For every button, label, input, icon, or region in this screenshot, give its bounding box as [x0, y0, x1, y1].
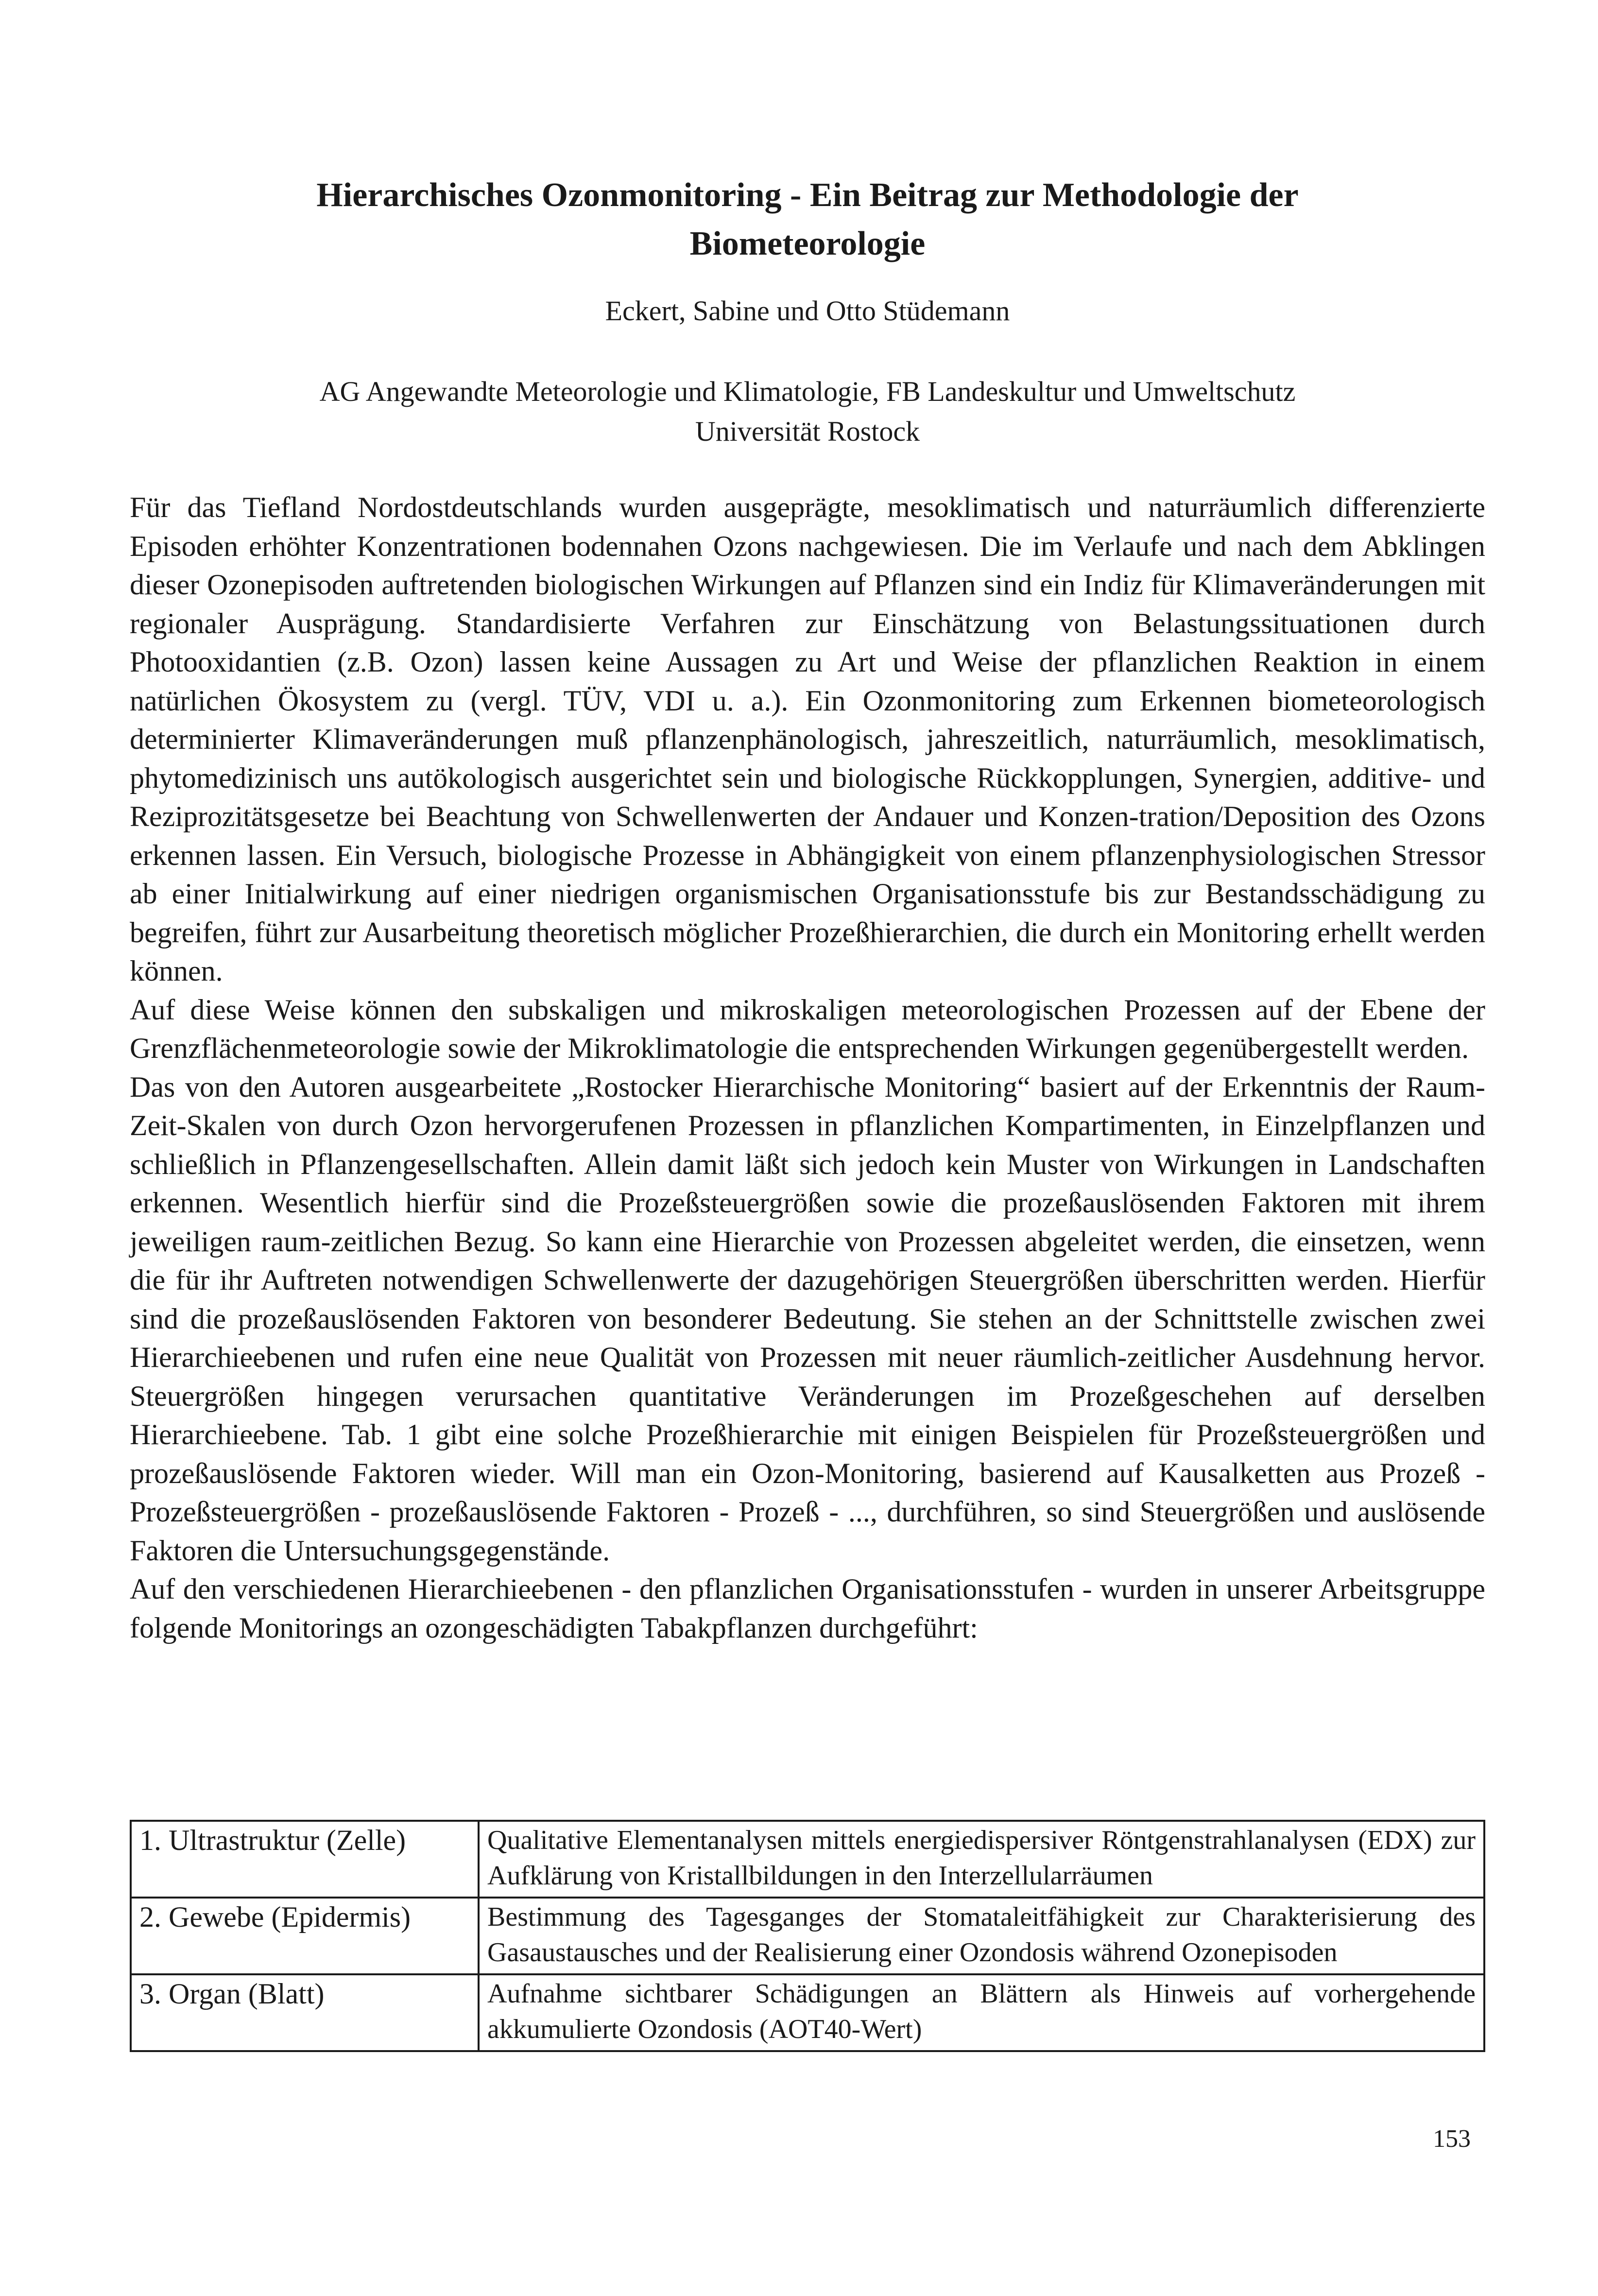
table-cell-description: Qualitative Elementanalysen mittels energiedispersiver Röntgenstrahlanalysen (EDX) zur Aufklärung von Kristallbildungen in den Interzellularräumen	[479, 1821, 1484, 1898]
table-cell-description: Bestimmung des Tagesganges der Stomataleitfähigkeit zur Charakterisierung des Gasaustausches und der Realisierung einer Ozondosis während Ozonepisoden	[479, 1898, 1484, 1974]
table	[130, 1820, 1485, 2052]
paragraph-2: Auf diese Weise können den subskaligen und mikroskaligen meteorologischen Prozessen auf der Ebene der Grenzflächenmeteorologie sowie der Mikroklimatologie die entsprechenden Wirkungen gegenübergestellt werden.	[130, 993, 1485, 1064]
affiliation	[130, 372, 1485, 451]
paper-title	[130, 171, 1485, 268]
page-number: 153	[1433, 2125, 1471, 2153]
table-row	[131, 1821, 1484, 1898]
body-text	[130, 488, 1485, 1647]
affiliation-line-2: Universität Rostock	[695, 415, 920, 447]
table-row	[131, 1898, 1484, 1974]
table-cell-level: 1. Ultrastruktur (Zelle)	[131, 1821, 479, 1898]
affiliation-line-1: AG Angewandte Meteorologie und Klimatologie, FB Landeskultur und Umweltschutz	[319, 376, 1296, 407]
authors: Eckert, Sabine und Otto Stüdemann	[605, 295, 1010, 327]
paragraph-3: Das von den Autoren ausgearbeitete „Rostocker Hierarchische Monitoring“ basiert auf der Erkenntnis der Raum-Zeit-Skalen von durch Ozon hervorgerufenen Prozessen in pflanzlichen Kompartimenten, in Einzelpflanzen und schließlich in Pflanzengesellschaften. Allein damit läßt sich jedoch kein Muster von Wirkungen in Landschaften erkennen. Wesentlich hierfür sind die Prozeßsteuergrößen sowie die prozeßauslösenden Faktoren mit ihrem jeweiligen raum-zeitlichen Bezug. So kann eine Hierarchie von Prozessen abgeleitet werden, die einsetzen, wenn die für ihr Auftreten notwendigen Schwellenwerte der dazugehörigen Steuergrößen überschritten werden. Hierfür sind die prozeßauslösenden Faktoren von besonderer Bedeutung. Sie stehen an der Schnittstelle zwischen zwei Hierarchieebenen und rufen eine neue Qualität von Prozessen mit neuer räumlich-zeitlicher Ausdehnung hervor. Steuergrößen hingegen verursachen quantitative Veränderungen im Prozeßgeschehen auf derselben Hierarchieebene. Tab. 1 gibt eine solche Prozeßhierarchie mit einigen Beispielen für Prozeßsteuergrößen und prozeßauslösende Faktoren wieder. Will man ein Ozon-Monitoring, basierend auf Kausalketten aus Prozeß - Prozeßsteuergrößen - prozeßauslösende Faktoren - Prozeß - ..., durchführen, so sind Steuergrößen und auslösende Faktoren die Untersuchungsgegenstände.	[130, 1070, 1485, 1567]
table-cell-level: 2. Gewebe (Epidermis)	[131, 1898, 479, 1974]
paragraph-1: Für das Tiefland Nordostdeutschlands wurden ausgeprägte, mesoklimatisch und naturräumlich differenzierte Episoden erhöhter Konzentrationen bodennahen Ozons nachgewiesen. Die im Verlaufe und nach dem Abklingen dieser Ozonepisoden auftretenden biologischen Wirkungen auf Pflanzen sind ein Indiz für Klimaveränderungen mit regionaler Ausprägung. Standardisierte Verfahren zur Einschätzung von Belastungssituationen durch Photooxidantien (z.B. Ozon) lassen keine Aussagen zu Art und Weise der pflanzlichen Reaktion in einem natürlichen Ökosystem zu (vergl. TÜV, VDI u. a.). Ein Ozonmonitoring zum Erkennen biometeorologisch determinierter Klimaveränderungen muß pflanzenphänologisch, jahreszeitlich, naturräumlich, mesoklimatisch, phytomedizinisch uns autökologisch ausgerichtet sein und biologische Rückkopplungen, Synergien, additive- und Reziprozitätsgesetze bei Beachtung von Schwellenwerten der Andauer und Konzen-tration/Deposition des Ozons erkennen lassen. Ein Versuch, biologische Prozesse in Abhängigkeit von einem pflanzenphysiologischen Stressor ab einer Initialwirkung auf einer niedrigen organismischen Organisationsstufe bis zur Bestandsschädigung zu begreifen, führt zur Ausarbeitung theoretisch möglicher Prozeßhierarchien, die durch ein Monitoring erhellt werden können.	[130, 491, 1485, 987]
table-row	[131, 1974, 1484, 2051]
paper-page	[130, 0, 1485, 2296]
monitoring-table	[130, 1820, 1485, 2052]
table-cell-level: 3. Organ (Blatt)	[131, 1974, 479, 2051]
title-line-2: Biometeorologie	[689, 225, 926, 262]
paragraph-4: Auf den verschiedenen Hierarchieebenen - den pflanzlichen Organisationsstufen - wurden in unserer Arbeitsgruppe folgende Monitorings an ozongeschädigten Tabakpflanzen durchgeführt:	[130, 1573, 1485, 1644]
table-cell-description: Aufnahme sichtbarer Schädigungen an Blättern als Hinweis auf vorhergehende akkumulierte Ozondosis (AOT40-Wert)	[479, 1974, 1484, 2051]
title-line-1: Hierarchisches Ozonmonitoring - Ein Beitrag zur Methodologie der	[316, 176, 1299, 214]
